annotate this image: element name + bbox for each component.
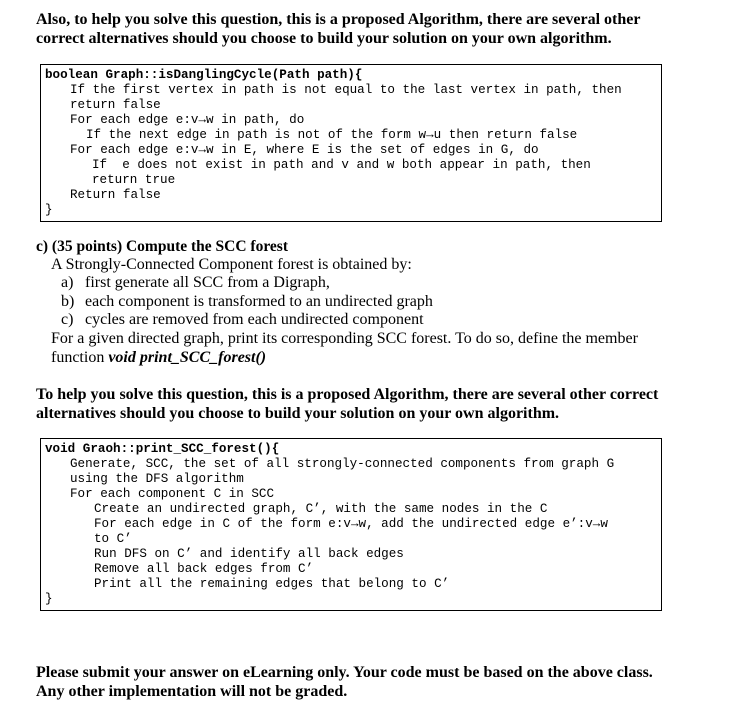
list-item-marker: c) (61, 311, 74, 328)
code-2-line: Print all the remaining edges that belong to C’ (94, 577, 450, 591)
task-function-name: void print_SCC_forest() (108, 348, 267, 366)
task-prefix: function (51, 348, 109, 366)
scc-steps-list (61, 274, 433, 330)
intro-paragraph-2 (36, 385, 726, 423)
list-item-text: cycles are removed from each undirected component (85, 311, 424, 328)
list-item-marker: a) (61, 274, 74, 291)
code-1-line: return false (70, 98, 161, 112)
intro-1-line-1: Also, to help you solve this question, this is a proposed Algorithm, there are several other (36, 11, 641, 28)
section-c-task-line-2 (51, 349, 721, 368)
code-1-line: If the next edge in path is not of the form w→u then return false (86, 128, 578, 142)
code-1-line: If e does not exist in path and v and w both appear in path, then (92, 158, 591, 172)
submission-note-line-2: Any other implementation will not be graded. (36, 683, 348, 700)
submission-note (36, 663, 726, 701)
intro-paragraph-1 (36, 10, 716, 48)
code-2-line: using the DFS algorithm (70, 472, 244, 486)
code-1-line: Return false (70, 188, 161, 202)
code-2-line: Remove all back edges from C’ (94, 562, 314, 576)
code-2-line: For each edge in C of the form e:v→w, add the undirected edge e’:v→w (94, 517, 608, 531)
code-1-signature: boolean Graph::isDanglingCycle(Path path){ (45, 68, 363, 82)
section-c-task (51, 330, 721, 367)
code-2-line: to C’ (94, 532, 132, 546)
code-2-line: Create an undirected graph, C’, with the same nodes in the C (94, 502, 548, 516)
code-1-line: For each edge e:v→w in path, do (70, 113, 305, 127)
intro-2-line-2: alternatives should you choose to build your solution on your own algorithm. (36, 405, 560, 422)
list-item-marker: b) (61, 292, 75, 310)
intro-1-line-2: correct alternatives should you choose to build your solution on your own algorithm. (36, 30, 612, 47)
list-item-text: first generate all SCC from a Digraph, (85, 274, 330, 291)
code-2-line: Generate, SCC, the set of all strongly-connected components from graph G (70, 457, 615, 471)
code-2-signature: void Graoh::print_SCC_forest(){ (45, 442, 280, 456)
code-1-line: If the first vertex in path is not equal to the last vertex in path, then (70, 83, 622, 97)
code-1-closing-brace: } (45, 203, 53, 217)
list-item-text: each component is transformed to an undirected graph (85, 292, 433, 310)
code-1-line: return true (92, 173, 176, 187)
section-c-intro: A Strongly-Connected Component forest is obtained by: (51, 256, 412, 273)
code-block-is-dangling-cycle (40, 64, 662, 222)
code-1-line: For each edge e:v→w in E, where E is the set of edges in G, do (70, 143, 539, 157)
list-item (61, 293, 433, 312)
code-block-print-scc-forest (40, 438, 662, 611)
code-2-closing-brace: } (45, 592, 53, 606)
intro-2-line-1: To help you solve this question, this is a proposed Algorithm, there are several other correct (36, 386, 659, 403)
section-c-title: c) (35 points) Compute the SCC forest (36, 238, 288, 255)
section-c-task-line-1: For a given directed graph, print its corresponding SCC forest. To do so, define the member (51, 330, 638, 347)
code-2-line: For each component C in SCC (70, 487, 275, 501)
submission-note-line-1: Please submit your answer on eLearning only. Your code must be based on the above class. (36, 664, 653, 681)
code-2-line: Run DFS on C’ and identify all back edges (94, 547, 404, 561)
list-item (61, 274, 433, 293)
list-item (61, 311, 433, 330)
